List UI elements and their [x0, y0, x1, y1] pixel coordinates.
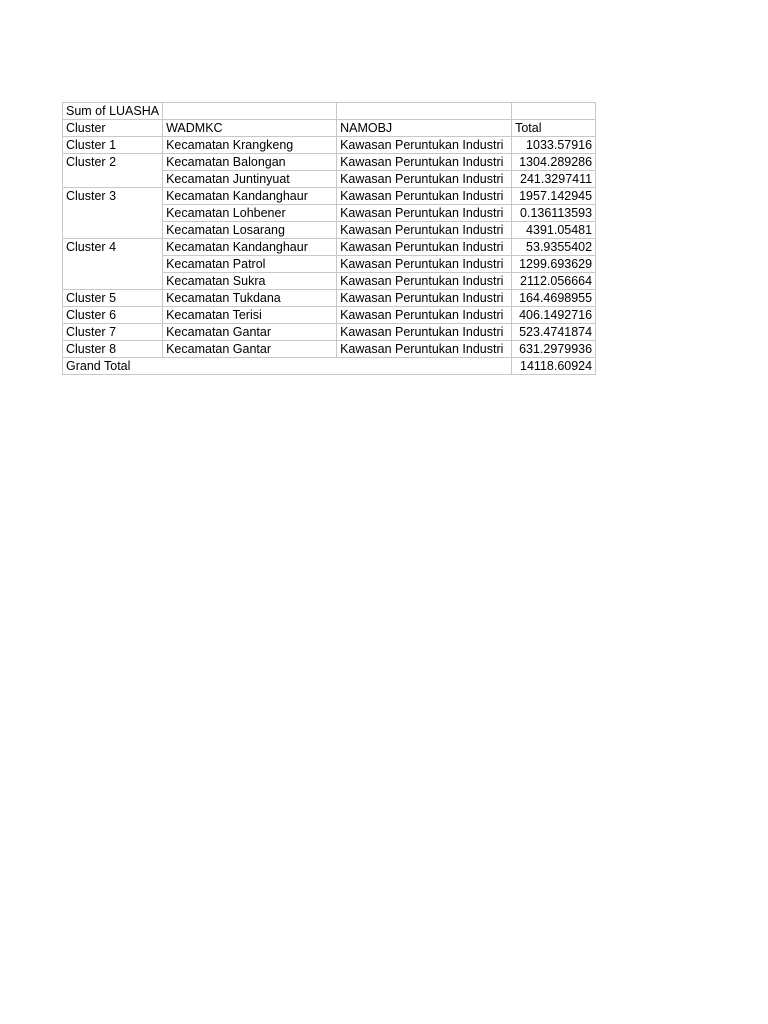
- header-cluster: Cluster: [63, 120, 163, 137]
- total-cell: 164.4698955: [512, 290, 596, 307]
- total-cell: 2112.056664: [512, 273, 596, 290]
- total-cell: 1957.142945: [512, 188, 596, 205]
- table-row: [63, 239, 596, 256]
- namobj-cell: Kawasan Peruntukan Industri: [337, 256, 512, 273]
- total-cell: 1033.57916: [512, 137, 596, 154]
- namobj-cell: Kawasan Peruntukan Industri: [337, 137, 512, 154]
- total-cell: 241.3297411: [512, 171, 596, 188]
- table-row: [63, 137, 596, 154]
- total-cell: 523.4741874: [512, 324, 596, 341]
- wadmkc-cell: Kecamatan Gantar: [163, 324, 337, 341]
- total-cell: 1299.693629: [512, 256, 596, 273]
- namobj-cell: Kawasan Peruntukan Industri: [337, 188, 512, 205]
- namobj-cell: Kawasan Peruntukan Industri: [337, 154, 512, 171]
- namobj-cell: Kawasan Peruntukan Industri: [337, 307, 512, 324]
- namobj-cell: Kawasan Peruntukan Industri: [337, 341, 512, 358]
- wadmkc-cell: Kecamatan Juntinyuat: [163, 171, 337, 188]
- wadmkc-cell: Kecamatan Tukdana: [163, 290, 337, 307]
- pivot-title: Sum of LUASHA: [63, 103, 163, 120]
- wadmkc-cell: Kecamatan Kandanghaur: [163, 188, 337, 205]
- grand-total-label: Grand Total: [63, 358, 512, 375]
- total-cell: 1304.289286: [512, 154, 596, 171]
- wadmkc-cell: Kecamatan Gantar: [163, 341, 337, 358]
- namobj-cell: Kawasan Peruntukan Industri: [337, 324, 512, 341]
- pivot-title-row: [63, 103, 596, 120]
- total-cell: 53.9355402: [512, 239, 596, 256]
- wadmkc-cell: Kecamatan Lohbener: [163, 205, 337, 222]
- table-row: [63, 188, 596, 205]
- total-cell: 0.136113593: [512, 205, 596, 222]
- header-namobj: NAMOBJ: [337, 120, 512, 137]
- cluster-cell: Cluster 6: [63, 307, 163, 324]
- cluster-cell: Cluster 7: [63, 324, 163, 341]
- namobj-cell: Kawasan Peruntukan Industri: [337, 171, 512, 188]
- wadmkc-cell: Kecamatan Balongan: [163, 154, 337, 171]
- total-cell: 4391.05481: [512, 222, 596, 239]
- namobj-cell: Kawasan Peruntukan Industri: [337, 205, 512, 222]
- cluster-cell: Cluster 8: [63, 341, 163, 358]
- grand-total-row: [63, 358, 596, 375]
- cluster-cell: Cluster 5: [63, 290, 163, 307]
- total-cell: 631.2979936: [512, 341, 596, 358]
- empty-cell: [512, 103, 596, 120]
- cluster-cell: Cluster 3: [63, 188, 163, 239]
- pivot-body: [63, 137, 596, 358]
- table-row: [63, 341, 596, 358]
- header-wadmkc: WADMKC: [163, 120, 337, 137]
- namobj-cell: Kawasan Peruntukan Industri: [337, 290, 512, 307]
- wadmkc-cell: Kecamatan Sukra: [163, 273, 337, 290]
- table-row: [63, 324, 596, 341]
- wadmkc-cell: Kecamatan Krangkeng: [163, 137, 337, 154]
- cluster-cell: Cluster 2: [63, 154, 163, 188]
- cluster-cell: Cluster 4: [63, 239, 163, 290]
- cluster-cell: Cluster 1: [63, 137, 163, 154]
- grand-total-value: 14118.60924: [512, 358, 596, 375]
- namobj-cell: Kawasan Peruntukan Industri: [337, 222, 512, 239]
- empty-cell: [337, 103, 512, 120]
- table-row: [63, 290, 596, 307]
- table-row: [63, 154, 596, 171]
- wadmkc-cell: Kecamatan Losarang: [163, 222, 337, 239]
- pivot-table: [62, 102, 596, 375]
- total-cell: 406.1492716: [512, 307, 596, 324]
- empty-cell: [163, 103, 337, 120]
- header-row: [63, 120, 596, 137]
- namobj-cell: Kawasan Peruntukan Industri: [337, 239, 512, 256]
- header-total: Total: [512, 120, 596, 137]
- table-row: [63, 307, 596, 324]
- wadmkc-cell: Kecamatan Terisi: [163, 307, 337, 324]
- wadmkc-cell: Kecamatan Patrol: [163, 256, 337, 273]
- wadmkc-cell: Kecamatan Kandanghaur: [163, 239, 337, 256]
- namobj-cell: Kawasan Peruntukan Industri: [337, 273, 512, 290]
